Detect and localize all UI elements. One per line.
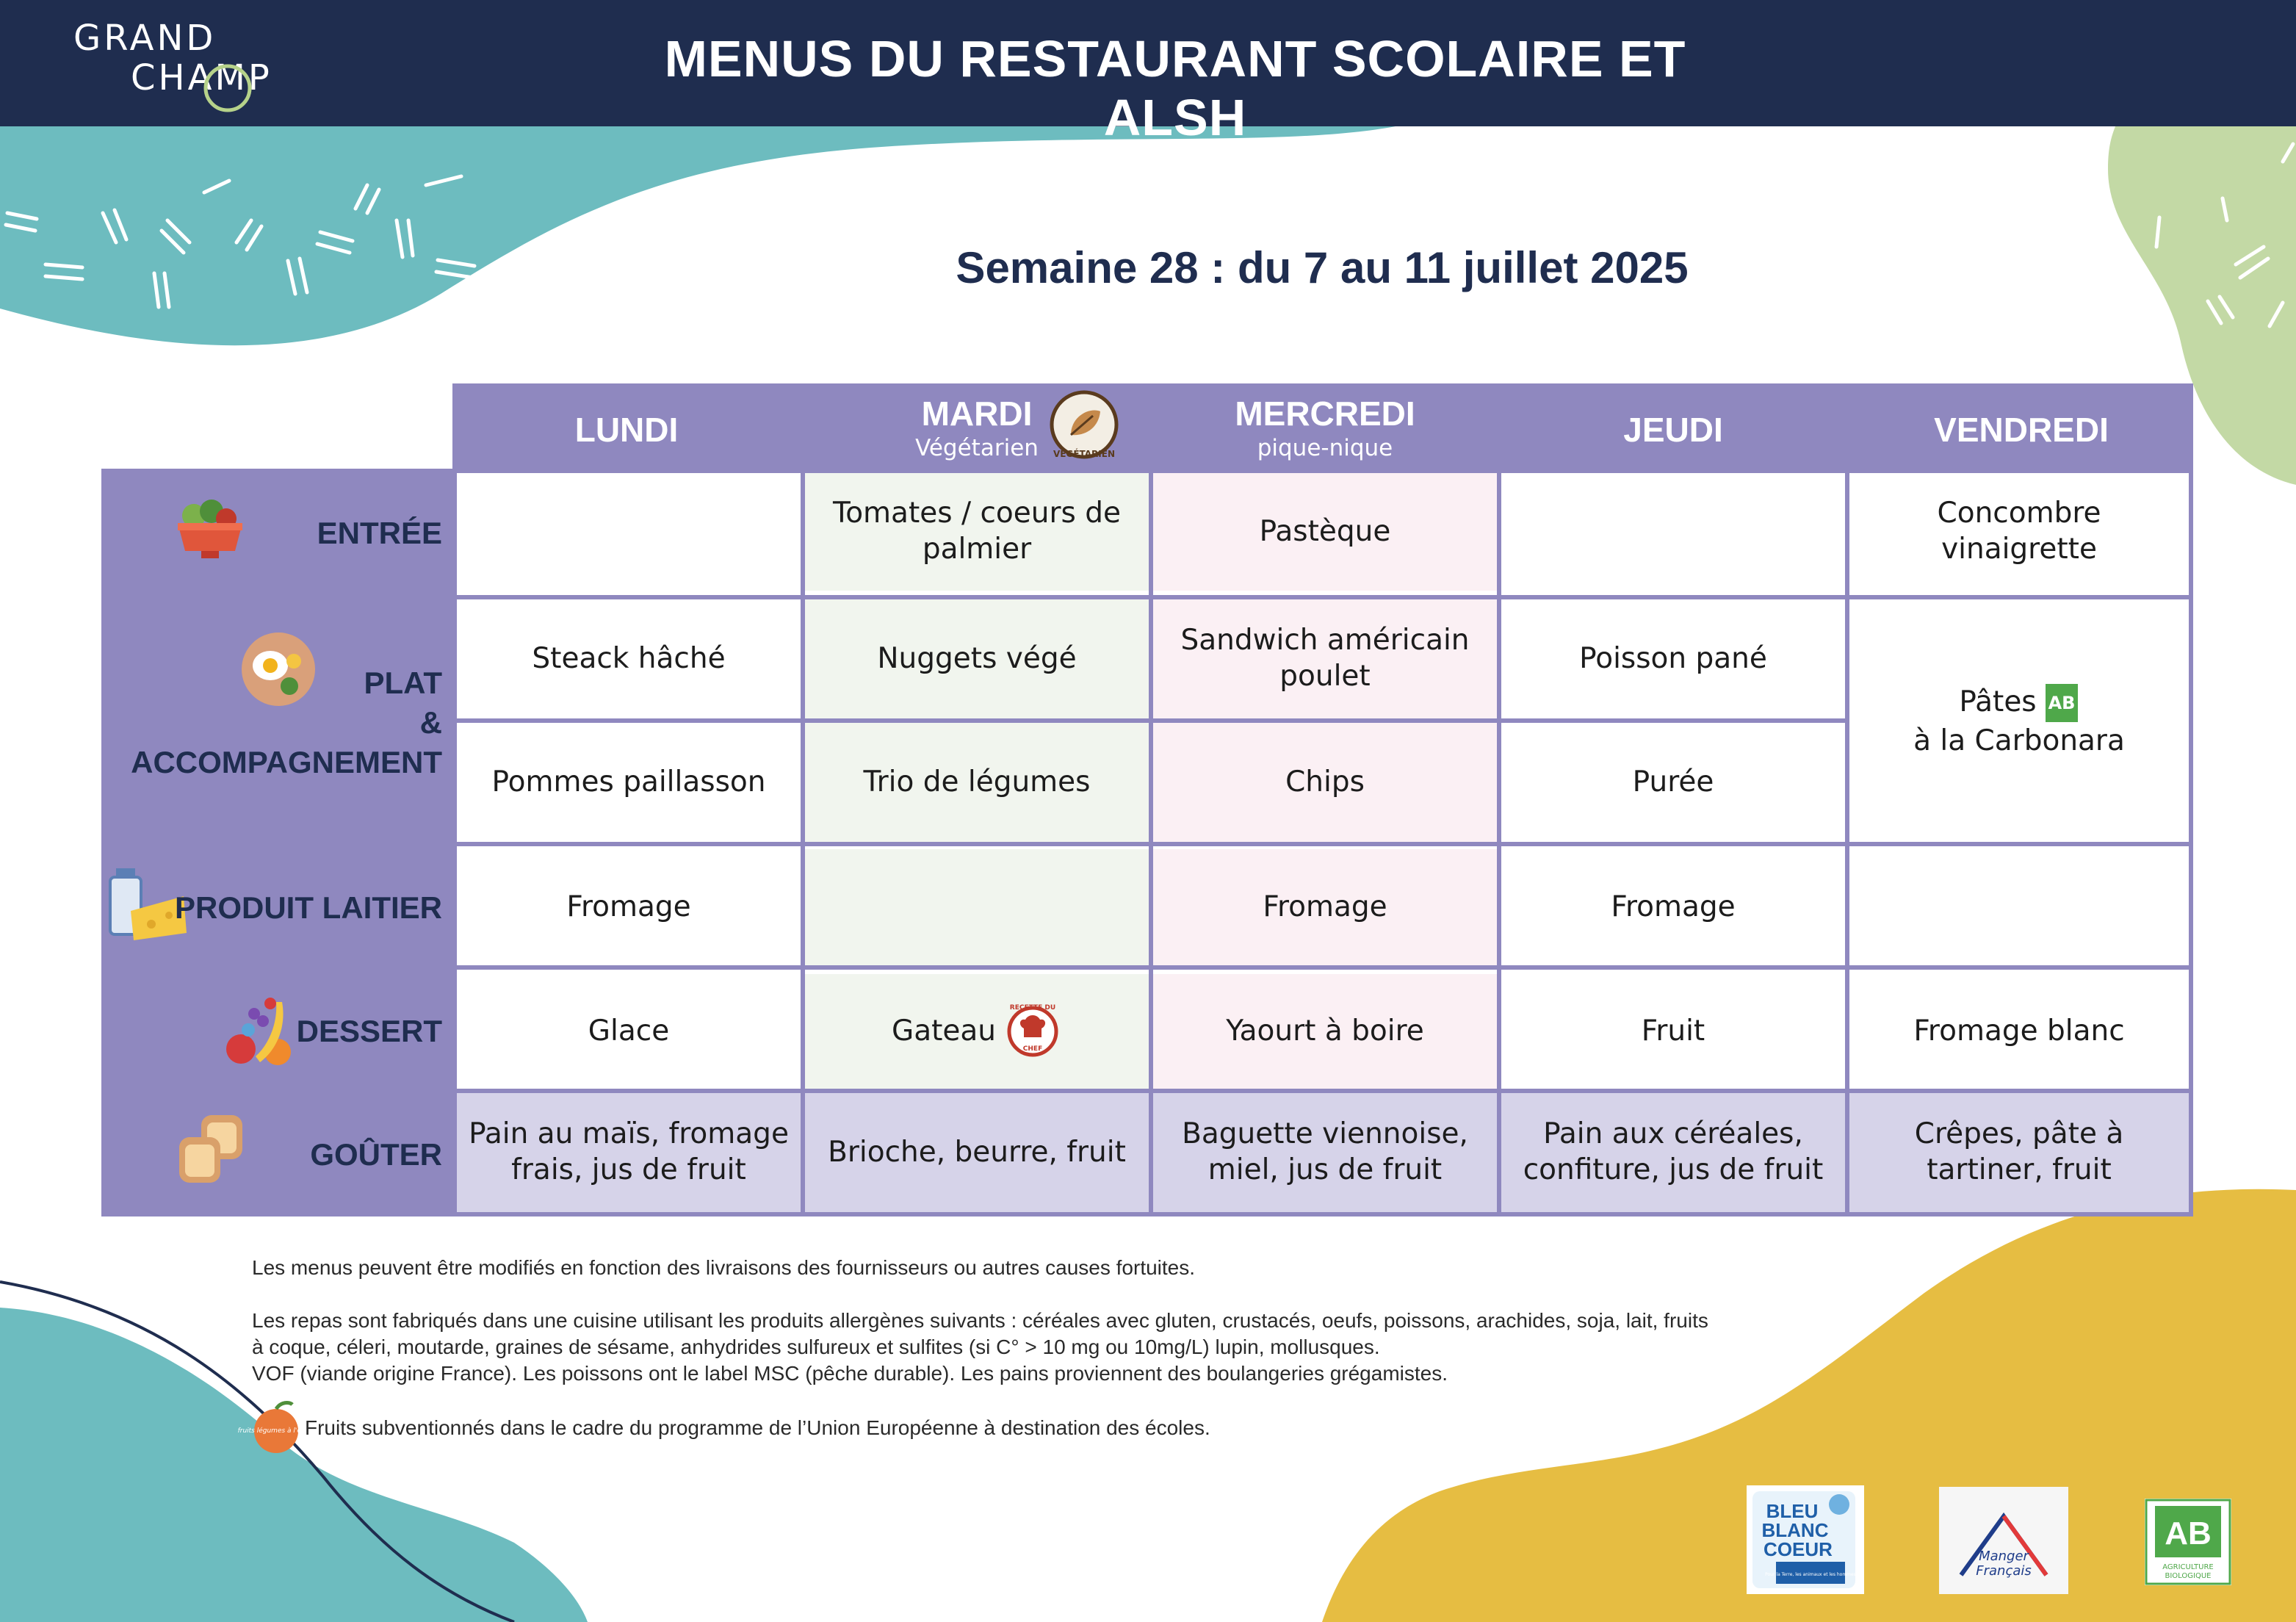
cell-text: Pain au maïs, fromage frais, jus de fruit — [469, 1117, 789, 1186]
grid-line — [101, 965, 2193, 970]
cell-gouter-lundi — [457, 1093, 801, 1212]
ab-logo-sub2: BIOLOGIQUE — [2165, 1572, 2212, 1580]
grid-line — [1845, 383, 1849, 1216]
row-label-dessert: DESSERT — [296, 1014, 442, 1048]
cell-text: Chips — [1285, 765, 1365, 799]
vegetarian-badge-icon — [1041, 383, 1127, 469]
cell-plat-mercredi — [1153, 599, 1497, 718]
cell-plat-jeudi — [1501, 599, 1845, 718]
cell-dessert-mercredi — [1153, 974, 1497, 1089]
bbc-word1: BLEU — [1766, 1500, 1819, 1522]
cell-laitier-jeudi — [1501, 849, 1845, 965]
day-header-jeudi — [1501, 383, 1845, 469]
bbc-tagline: Pour la Terre, les animaux et les hommes — [1765, 1572, 1856, 1577]
day-header-lundi — [452, 383, 801, 469]
cell-plat-vendredi — [1849, 599, 2189, 842]
row-label-laitier: PRODUIT LAITIER — [175, 890, 442, 925]
cell-text: Sandwich américain poulet — [1180, 624, 1470, 693]
cell-plat-lundi — [457, 599, 801, 718]
week-title: Semaine 28 : du 7 au 11 juillet 2025 — [956, 243, 1689, 292]
teal-blob-top-left — [0, 126, 1396, 345]
cell-text: Tomates / coeurs de palmier — [833, 497, 1121, 566]
manger-francais-logo — [1939, 1487, 2068, 1594]
cell-text-line2: à la Carbonara — [1913, 724, 2125, 757]
grid-line — [101, 1089, 2193, 1093]
logo-ring-icon — [198, 59, 257, 118]
day-header-vendredi — [1849, 383, 2193, 469]
row-label-accompagnement: ACCOMPAGNEMENT — [131, 745, 442, 779]
note-allergens-2: à coque, céleri, moutarde, graines de sésame, anhydrides sulfureux et sulfites (si C° > 10 mg ou 10mg/L) lupin, mollusques. — [252, 1336, 1380, 1358]
grid-line — [1149, 383, 1153, 1216]
ab-badge-text: AB — [2048, 692, 2076, 713]
cell-gouter-mercredi — [1153, 1093, 1497, 1212]
cell-accomp-jeudi — [1501, 723, 1845, 842]
note-origin: VOF (viande origine France). Les poissons ont le label MSC (pêche durable). Les pains proviennent des boulangeries grégamistes. — [252, 1362, 1448, 1385]
cell-entree-vendredi — [1849, 473, 2189, 591]
mf-word2: Français — [1976, 1563, 2032, 1579]
vegetarian-badge-text: VÉGÉTARIEN — [1053, 449, 1116, 459]
day-name: MARDI — [921, 394, 1033, 433]
ab-logo-letters: AB — [2165, 1515, 2212, 1551]
row-label-ampersand: & — [419, 705, 442, 740]
grid-line — [1497, 383, 1501, 1216]
cell-text: Poisson pané — [1579, 641, 1767, 675]
cell-text: Brioche, beurre, fruit — [828, 1135, 1126, 1169]
cell-entree-jeudi — [1501, 473, 1845, 591]
cell-text: Concombre vinaigrette — [1937, 497, 2101, 566]
cell-text: Steack hâché — [532, 641, 726, 675]
cell-text: Pastèque — [1259, 514, 1391, 548]
note-allergens-1: Les repas sont fabriqués dans une cuisine utilisant les produits allergènes suivants : céréales avec gluten, crustacés, oeufs, poissons, arachides, soja, lait, fruits — [252, 1309, 1708, 1332]
cell-text: Fruit — [1641, 1014, 1705, 1048]
cell-text: Glace — [588, 1014, 670, 1048]
day-name: VENDREDI — [1934, 411, 2109, 449]
cell-plat-mardi — [805, 599, 1149, 718]
ab-agriculture-bio-logo — [2145, 1499, 2231, 1585]
day-name: LUNDI — [574, 411, 679, 449]
grid-line — [2189, 383, 2193, 1216]
cell-dessert-jeudi — [1501, 974, 1845, 1089]
cell-accomp-mardi — [805, 723, 1149, 842]
salad-bowl-icon — [172, 494, 248, 567]
cell-laitier-lundi — [457, 849, 801, 965]
cell-entree-mardi — [805, 473, 1149, 591]
grand-champ-logo — [73, 13, 294, 116]
grid-line — [101, 1212, 2193, 1216]
grid-line — [101, 595, 2193, 599]
bbc-word3: COEUR — [1763, 1538, 1833, 1560]
grid-line — [801, 383, 805, 1216]
day-sub: pique-nique — [1257, 435, 1393, 461]
cell-text: Yaourt à boire — [1226, 1014, 1424, 1048]
cell-text: Fromage — [566, 890, 691, 923]
note-modifications: Les menus peuvent être modifiés en fonction des livraisons des fournisseurs ou autres causes fortuites. — [252, 1256, 1196, 1279]
cell-laitier-vendredi — [1849, 849, 2189, 965]
note-fruits: Fruits subventionnés dans le cadre du programme de l’Union Européenne à destination des écoles. — [305, 1416, 1210, 1439]
logo-line1: GRAND — [73, 18, 217, 59]
cell-text: Nuggets végé — [877, 641, 1077, 675]
page-title: MENUS DU RESTAURANT SCOLAIRE ET ALSH — [664, 30, 1686, 146]
day-sub: Végétarien — [915, 435, 1039, 461]
day-header-mercredi — [1153, 383, 1497, 469]
cell-entree-lundi — [457, 473, 801, 591]
cell-text: Purée — [1632, 765, 1714, 799]
cell-entree-mercredi — [1153, 473, 1497, 591]
cell-text: Gateau — [891, 1014, 997, 1048]
fruits-icon — [219, 992, 298, 1073]
cell-text: Trio de légumes — [863, 765, 1091, 799]
cell-laitier-mercredi — [1153, 849, 1497, 965]
grid-line — [452, 383, 457, 1216]
fruits-ecole-icon — [237, 1400, 315, 1457]
logo-line2: CHAMP — [131, 57, 272, 98]
cell-dessert-vendredi — [1849, 974, 2189, 1089]
footnotes — [252, 1255, 1868, 1387]
row-label-entree: ENTRÉE — [317, 516, 442, 550]
row-label-gouter: GOÛTER — [310, 1137, 442, 1172]
row-label-plat: PLAT — [364, 666, 442, 700]
cell-text: Crêpes, pâte à tartiner, fruit — [1914, 1117, 2124, 1186]
cell-gouter-jeudi — [1501, 1093, 1845, 1212]
cell-text: Fromage — [1263, 890, 1387, 923]
grid-line — [101, 842, 2193, 846]
row-header-dessert — [101, 970, 452, 1093]
row-header-gouter — [101, 1093, 452, 1216]
cell-accomp-lundi — [457, 723, 801, 842]
cell-gouter-mardi — [805, 1093, 1149, 1212]
chef-badge-top: RECETTE DU — [1009, 1004, 1056, 1012]
row-header-plat — [101, 595, 452, 845]
toast-icon — [175, 1112, 248, 1193]
cell-text: Fromage blanc — [1913, 1014, 2125, 1048]
cell-text: Pommes paillasson — [491, 765, 766, 799]
plate-egg-icon — [238, 629, 319, 710]
cell-dessert-mardi — [805, 974, 1149, 1089]
cell-accomp-mercredi — [1153, 723, 1497, 842]
cell-text: Baguette viennoise, miel, jus de fruit — [1182, 1117, 1468, 1186]
cell-laitier-mardi — [805, 849, 1149, 965]
day-name: MERCREDI — [1235, 394, 1415, 433]
cell-text: Pain aux céréales, confiture, jus de fruit — [1523, 1117, 1824, 1186]
fruit-badge-text: fruits légumes à l'école — [237, 1427, 315, 1435]
bbc-word2: BLANC — [1761, 1519, 1829, 1541]
cell-text-line1: Pâtes — [1959, 685, 2037, 719]
row-header-laitier — [101, 845, 452, 970]
bleu-blanc-coeur-logo — [1747, 1485, 1864, 1594]
day-name: JEUDI — [1623, 411, 1723, 449]
ab-logo-sub1: AGRICULTURE — [2162, 1563, 2214, 1571]
day-header-mardi — [805, 383, 1149, 469]
chef-badge-bottom: CHEF — [1022, 1045, 1043, 1053]
row-header-entree — [101, 469, 452, 595]
cell-text: Fromage — [1611, 890, 1736, 923]
chef-recipe-badge-icon — [1003, 1001, 1062, 1062]
mf-word1: Manger — [1979, 1549, 2029, 1564]
ab-organic-icon — [2044, 682, 2079, 724]
grid-line — [101, 469, 2193, 473]
cell-gouter-vendredi — [1849, 1093, 2189, 1212]
cell-dessert-lundi — [457, 974, 801, 1089]
